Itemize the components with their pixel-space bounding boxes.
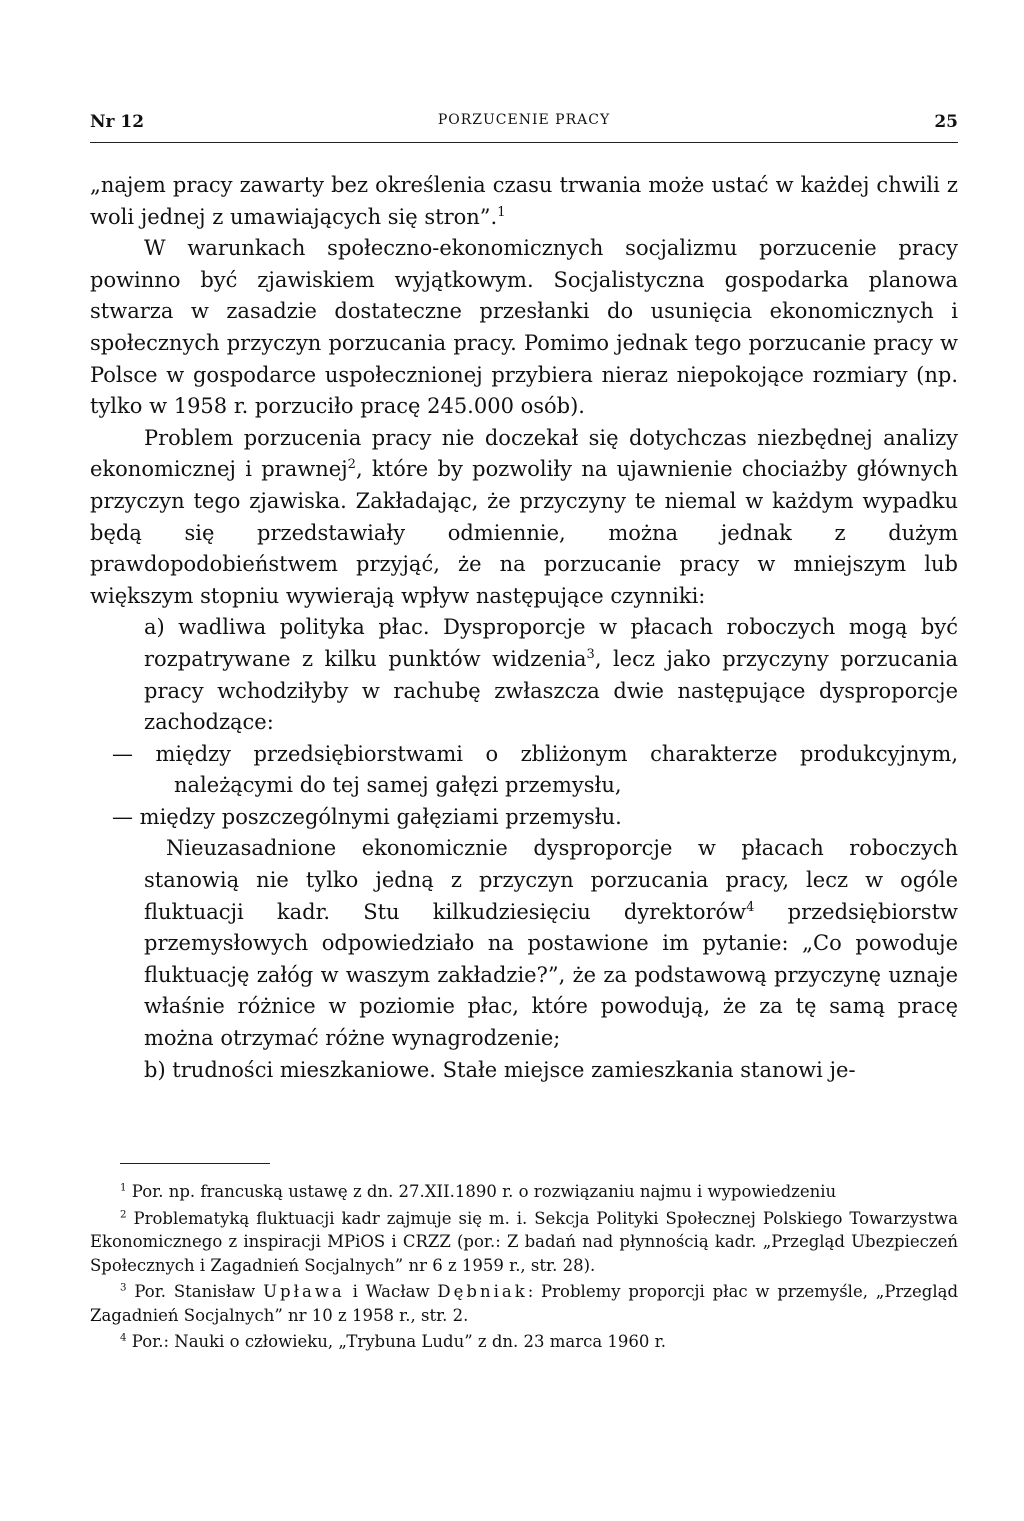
issue-number: Nr 12 (90, 112, 145, 132)
footnote-2: $^2$ Problematyką fluktuacji kadr zajmuje się m. i. Sekcja Polityki Społecznej Polskiego Towarzystwa Ekonomicznego z inspiracji MPiOS i CRZZ (por.: Z badań nad płynnością kadr. „Przegląd Ubezpieczeń Społecznych i Zagadnień Socjalnych” nr 6 z 1959 r., str. 28). (90, 1208, 958, 1275)
footnote-4: $^4$ Por.: Nauki o człowieku, „Trybuna Ludu” z dn. 23 marca 1960 r. (120, 1332, 666, 1351)
footnote-divider (120, 1163, 270, 1164)
paragraph-4: Nieuzasadnione ekonomicznie dysproporcje w płacach roboczych stanowią nie tylko jedną z przyczyn porzucania pracy, lecz w ogóle fluktuacji kadr. Stu kilkudziesięciu dyrektorów$^4$ przedsiębiorstw przemysłowych odpowiedziało na postawione im pytanie: „Co powoduje fluktuację załóg w waszym zakładzie?”, że za podstawową przyczynę uznaje właśnie różnice w poziomie płac, które powodują, że za tę samą pracę można otrzymać różne wynagrodzenie; (144, 836, 958, 1051)
body-text (90, 170, 958, 1086)
page-number: 25 (934, 112, 958, 132)
paragraph-3: Problem porzucenia pracy nie doczekał się dotychczas niezbędnej analizy ekonomicznej i prawnej$^2$, które by pozwoliły na ujawnienie chociażby głównych przyczyn tego zjawiska. Zakładając, że przyczyny te niemal w każdym wypadku będą się przedstawiały odmiennie, można jednak z dużym prawdopodobieństwem przyjąć, że na porzucanie pracy w mniejszym lub większym stopniu wywierają wpływ następujące czynniki: (90, 425, 959, 608)
footnote-ref-3: 3 (586, 646, 595, 662)
dash-item-1: — między przedsiębiorstwami o zbliżonym charakterze produkcyjnym, należącymi do tej samej gałęzi przemysłu, (112, 741, 958, 798)
footnote-ref-2: 2 (347, 457, 356, 473)
paragraph-1: „najem pracy zawarty bez określenia czasu trwania może ustać w każdej chwili z woli jednej z umawiających się stron”.$^1$ (90, 173, 958, 229)
footnote-3: $^3$ Por. Stanisław Upława i Wacław Dębniak: Problemy proporcji płac w przemyśle, „Przegląd Zagadnień Socjalnych” nr 10 z 1958 r., str. 2. (90, 1282, 959, 1325)
list-item-a: a) wadliwa polityka płac. Dysproporcje w płacach roboczych mogą być rozpatrywane z kilku punktów widzenia$^3$, lecz jako przyczyny porzucania pracy wchodziłyby w rachubę zwłaszcza dwie następujące dysproporcje zachodzące: (144, 615, 958, 735)
dash-item-2: — między poszczególnymi gałęziami przemysłu. (112, 804, 622, 829)
author-name-2: Dębniak (437, 1282, 528, 1301)
footnotes (90, 1180, 958, 1357)
running-title: PORZUCENIE PRACY (437, 112, 611, 128)
paragraph-2: W warunkach społeczno-ekonomicznych socjalizmu porzucenie pracy powinno być zjawiskiem wyjątkowym. Socjalistyczna gospodarka planowa stwarza w zasadzie dostateczne przesłanki do usunięcia ekonomicznych i społecznych przyczyn porzucania pracy. Pomimo jednak tego porzucanie pracy w Polsce w gospodarce uspołecznionej przybiera nieraz niepokojące rozmiary (np. tylko w 1958 r. porzuciło pracę 245.000 osób). (90, 236, 958, 419)
footnote-ref-1: 1 (497, 204, 506, 220)
running-header (90, 112, 958, 143)
footnote-ref-4: 4 (746, 899, 755, 915)
author-name-1: Upława (263, 1282, 345, 1301)
list-item-b: b) trudności mieszkaniowe. Stałe miejsce zamieszkania stanowi je- (144, 1057, 856, 1082)
footnote-1: $^1$ Por. np. francuską ustawę z dn. 27.XII.1890 r. o rozwiązaniu najmu i wypowiedzeniu (120, 1182, 837, 1201)
